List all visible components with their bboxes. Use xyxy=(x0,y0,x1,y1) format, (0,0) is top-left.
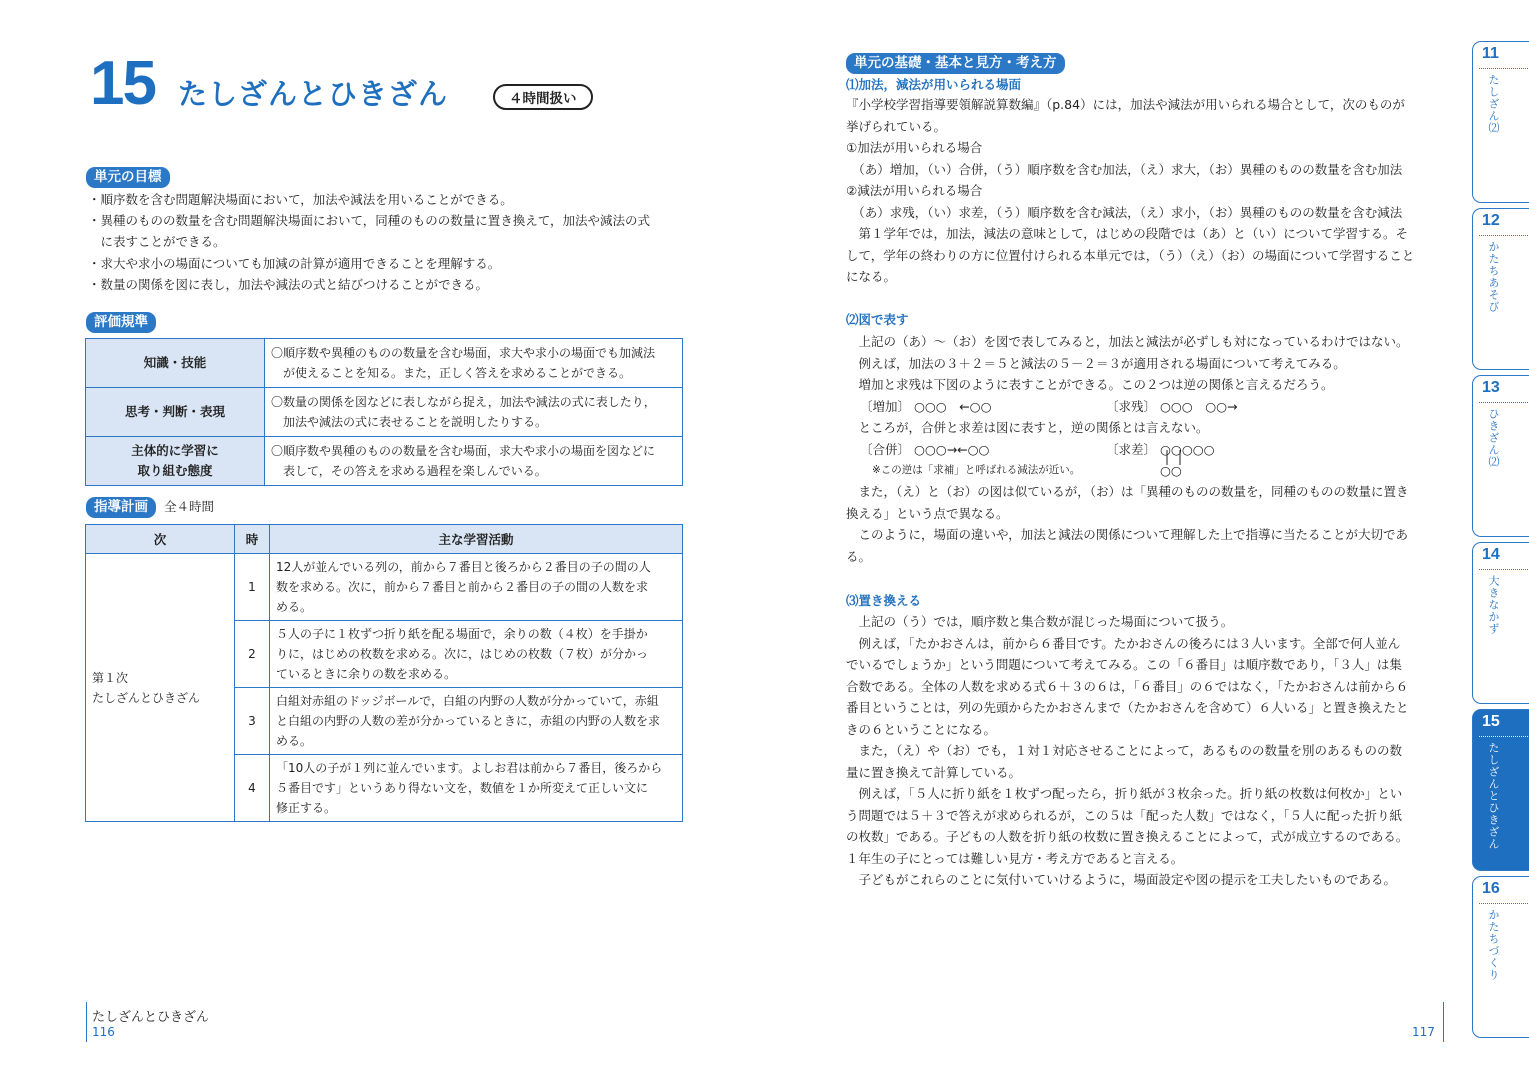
goal-line: ・求大や求小の場面についても加減の計算が適用できることを理解する。 xyxy=(88,256,501,271)
tab-number: 14 xyxy=(1482,546,1500,563)
tab-label: かたちあそび xyxy=(1487,241,1500,313)
page-number-left: 116 xyxy=(92,1025,115,1039)
plan-hour: 3 xyxy=(235,688,270,755)
chapter-tab-13[interactable] xyxy=(1472,375,1529,537)
tab-label: かたちづくり xyxy=(1487,909,1500,981)
eval-content: 〇数量の関係を図などに表しながら捉え，加法や減法の式に表したり， 加法や減法の式に表せることを説明したりする。 xyxy=(265,388,683,437)
hours-badge: ４時間扱い xyxy=(493,84,593,110)
kyusa-connector-lines xyxy=(1160,448,1190,468)
plan-header: 時 xyxy=(235,525,270,554)
chapter-tab-11[interactable] xyxy=(1472,41,1529,203)
plan-header: 次 xyxy=(86,525,235,554)
chapter-title: たしざんとひきざん xyxy=(178,77,449,111)
chapter-tab-15[interactable] xyxy=(1472,709,1529,871)
plan-header: 主な学習活動 xyxy=(270,525,683,554)
plan-activity: ５人の子に１枚ずつ折り紙を配る場面で，余りの数（４枚）を手掛か りに，はじめの枚数を求める。次に，はじめの枚数（７枚）が分かっ ているときに余りの数を求める。 xyxy=(270,621,683,688)
eval-header: 知識・技能 xyxy=(86,339,265,388)
goal-line: に表すことができる。 xyxy=(88,234,226,249)
evaluation-table xyxy=(85,338,683,486)
figure-kyusa-row: ○○○○○ xyxy=(1160,442,1215,457)
section-title: ⑵図で表す xyxy=(846,312,909,327)
plan-hour: 4 xyxy=(235,755,270,822)
footer-title: たしざんとひきざん xyxy=(92,1010,210,1025)
chapter-tab-16[interactable] xyxy=(1472,876,1529,1038)
figure-note: ※この逆は「求補」と呼ばれる減法が近い。 xyxy=(872,464,1081,476)
eval-content: 〇順序数や異種のものの数量を含む場面，求大や求小の場面を図などに 表して，その答えを求める過程を楽しんでいる。 xyxy=(265,437,683,486)
figure-kyusa-row2: ○○ xyxy=(1160,463,1182,478)
tab-number: 12 xyxy=(1482,212,1500,229)
chapter-tab-14[interactable] xyxy=(1472,542,1529,704)
tab-label: ひきざん⑵ xyxy=(1487,408,1500,468)
section-title: ⑶置き換える xyxy=(846,593,922,608)
goals-label: 単元の目標 xyxy=(86,167,170,188)
tab-label: たしざんとひきざん xyxy=(1487,742,1500,850)
plan-hour: 2 xyxy=(235,621,270,688)
plan-activity: 12人が並んでいる列の，前から７番目と後ろから２番目の子の間の人 数を求める。次に，前から７番目と前から２番目の子の間の人数を求 める。 xyxy=(270,554,683,621)
basics-label: 単元の基礎・基本と見方・考え方 xyxy=(846,53,1065,74)
tab-label: たしざん⑵ xyxy=(1487,74,1500,134)
section-3-body: 上記の（う）では，順序数と集合数が混じった場面について扱う。 例えば，「たかおさんは，前から６番目です。たかおさんの後ろには３人います。全部で何人並ん でいるでしょうか」という問題について考えてみる。この「６番目」は順序数であり，「３人」は集 合数である。全体の人数を求める式６＋３の６は，「６番目」の６ではなく，「たかおさんは前から６ 番目ということは，列の先頭からたかおさんまで（たかおさんを含めて）６人いる」と置き換えたと きの６ということになる。 また，（え）や（お）でも，１対１対応させることによって，あるものの数量を別のあるものの数 量に置き換えて計算している。 例えば，「５人に折り紙を１枚ずつ配ったら，折り紙が３枚余った。折り紙の枚数は何枚か」とい う問題では５＋３で答えが求められるが，この５は「配った人数」ではなく，「５人に配った折り紙 の枚数」である。子どもの人数を折り紙の枚数に置き換えることによって，式が成立するのである。 １年生の子にとっては難しい見方・考え方であると言える。 子どもがこれらのことに気付いていけるように，場面設定や図の提示を工夫したいものである。 xyxy=(846,614,1409,887)
plan-table xyxy=(85,524,683,822)
goal-line: ・異種のものの数量を含む問題解決場面において，同種のものの数量に置き換えて，加法や減法の式 xyxy=(88,213,651,228)
tab-label: 大きなかず xyxy=(1487,575,1500,635)
figure-kyusa-label: 〔求差〕 xyxy=(1106,442,1157,457)
eval-header: 思考・判断・表現 xyxy=(86,388,265,437)
chapter-tab-12[interactable] xyxy=(1472,208,1529,370)
plan-activity: 白組対赤組のドッジボールで，白組の内野の人数が分かっていて，赤組 と白組の内野の人数の差が分かっているときに，赤組の内野の人数を求 める。 xyxy=(270,688,683,755)
eval-header: 主体的に学習に 取り組む態度 xyxy=(86,437,265,486)
plan-total: 全４時間 xyxy=(163,499,214,514)
plan-group: 第１次 たしざんとひきざん xyxy=(86,554,235,822)
tab-number: 16 xyxy=(1482,880,1500,897)
figure-kyuzan: 〔求残〕 ○○○ ○○→ xyxy=(1106,399,1238,414)
plan-activity: 「10人の子が１列に並んでいます。よしお君は前から７番目，後ろから ５番目です」というあり得ない文を，数値を１か所変えて正しい文に 修正する。 xyxy=(270,755,683,822)
eval-label: 評価規準 xyxy=(86,312,156,333)
section-2-mid: ところが，合併と求差は図に表すと，逆の関係とは言えない。 xyxy=(846,420,1209,435)
tab-number: 11 xyxy=(1482,45,1499,62)
section-1-body: 『小学校学習指導要領解説算数編』（p.84）には，加法や減法が用いられる場合として，次のものが 挙げられている。 ①加法が用いられる場合 （あ）増加，（い）合併，（う）順序数を含む加法，（え）求大，（お）異種のものの数量を含む加法 ②減法が用いられる場合 （あ）求残，（い）求差，（う）順序数を含む減法，（え）求小，（お）異種のものの数量を含む減法 第１学年では，加法，減法の意味として，はじめの段階では（あ）と（い）について学習する。そ して，学年の終わりの方に位置付けられる本単元では，（う）（え）（お）の場面について学習すること になる。 xyxy=(846,97,1415,284)
goal-line: ・順序数を含む問題解決場面において，加法や減法を用いることができる。 xyxy=(88,192,513,207)
page-number-right: 117 xyxy=(1412,1025,1435,1039)
figure-zouka: 〔増加〕 ○○○ ←○○ xyxy=(860,399,992,414)
section-2-body-b: また，（え）と（お）の図は似ているが，（お）は「異種のものの数量を，同種のものの数量に置き 換える」という点で異なる。 このように，場面の違いや，加法と減法の関係について理解した上で指導に当たることが大切であ る。 xyxy=(846,484,1409,564)
eval-content: 〇順序数や異種のものの数量を含む場面，求大や求小の場面でも加減法 が使えることを知る。また，正しく答えを求めることができる。 xyxy=(265,339,683,388)
plan-label: 指導計画 xyxy=(86,497,156,518)
footer-rule xyxy=(86,1002,87,1042)
tab-number: 15 xyxy=(1482,713,1500,730)
goal-line: ・数量の関係を図に表し，加法や減法の式と結びつけることができる。 xyxy=(88,277,489,292)
tab-number: 13 xyxy=(1482,379,1500,396)
plan-hour: 1 xyxy=(235,554,270,621)
section-2-body: 上記の（あ）～（お）を図で表してみると，加法と減法が必ずしも対になっているわけではない。 例えば，加法の３＋２＝５と減法の５－２＝３が適用される場面について考えてみる。 増加と求残は下図のように表すことができる。この２つは逆の関係と言えるだろう。 xyxy=(846,334,1409,392)
section-title: ⑴加法，減法が用いられる場面 xyxy=(846,77,1022,92)
footer-rule xyxy=(1443,1002,1444,1042)
chapter-number: 15 xyxy=(90,49,155,118)
figure-gappei: 〔合併〕 ○○○→←○○ xyxy=(860,442,990,457)
